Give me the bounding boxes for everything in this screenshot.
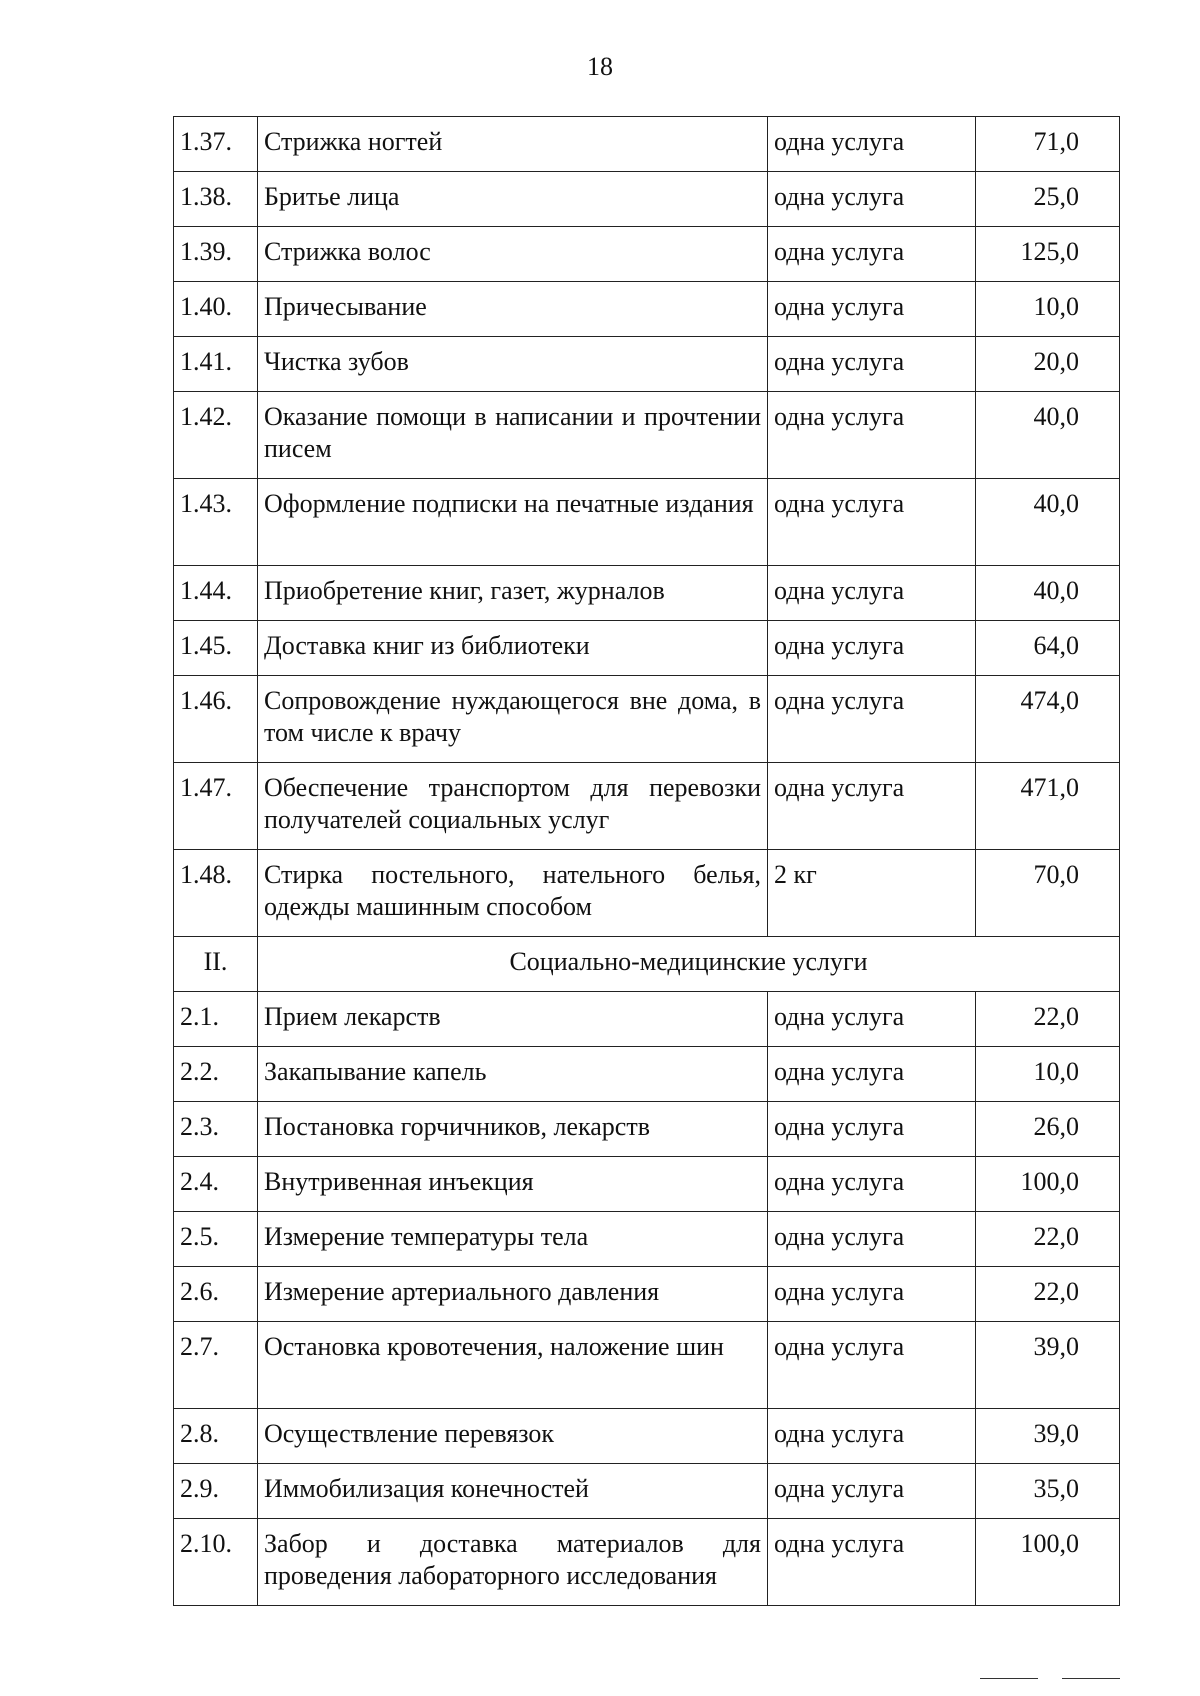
table-row: [174, 1212, 1120, 1267]
service-name: Осуществление перевязок: [258, 1409, 768, 1464]
service-price: 474,0: [976, 676, 1120, 763]
service-name: Чистка зубов: [258, 337, 768, 392]
service-name: Закапывание капель: [258, 1047, 768, 1102]
service-unit: одна услуга: [768, 479, 976, 566]
row-number: 1.48.: [174, 850, 258, 937]
footer-rule-right: [1062, 1678, 1120, 1679]
row-number: 2.8.: [174, 1409, 258, 1464]
service-price: 70,0: [976, 850, 1120, 937]
service-unit: одна услуга: [768, 1409, 976, 1464]
table-row: [174, 392, 1120, 479]
service-price: 64,0: [976, 621, 1120, 676]
service-price: 125,0: [976, 227, 1120, 282]
row-number: 1.41.: [174, 337, 258, 392]
row-number: 1.47.: [174, 763, 258, 850]
service-name: Остановка кровотечения, наложение шин: [258, 1322, 768, 1409]
row-number: 2.7.: [174, 1322, 258, 1409]
service-price: 10,0: [976, 282, 1120, 337]
page-number: 18: [587, 52, 613, 81]
row-number: 2.5.: [174, 1212, 258, 1267]
service-unit: одна услуга: [768, 227, 976, 282]
service-unit: одна услуга: [768, 992, 976, 1047]
service-price: 10,0: [976, 1047, 1120, 1102]
table-row: [174, 1519, 1120, 1606]
service-name: Прием лекарств: [258, 992, 768, 1047]
service-name: Оказание помощи в написании и прочтении писем: [258, 392, 768, 479]
service-name: Стирка постельного, нательного белья, одежды машинным способом: [258, 850, 768, 937]
section-title: Социально-медицинские услуги: [258, 937, 1120, 992]
service-unit: одна услуга: [768, 392, 976, 479]
table-row: [174, 566, 1120, 621]
table-row: [174, 1322, 1120, 1409]
service-name: Сопровождение нуждающегося вне дома, в том числе к врачу: [258, 676, 768, 763]
service-name: Обеспечение транспортом для перевозки получателей социальных услуг: [258, 763, 768, 850]
row-number: 1.37.: [174, 117, 258, 172]
service-name: Доставка книг из библиотеки: [258, 621, 768, 676]
table-row: [174, 763, 1120, 850]
service-price: 39,0: [976, 1409, 1120, 1464]
row-number: 2.6.: [174, 1267, 258, 1322]
service-name: Внутривенная инъекция: [258, 1157, 768, 1212]
service-unit: одна услуга: [768, 1157, 976, 1212]
service-unit: одна услуга: [768, 282, 976, 337]
table-row: [174, 282, 1120, 337]
row-number: 2.4.: [174, 1157, 258, 1212]
section-number: II.: [174, 937, 258, 992]
service-price: 71,0: [976, 117, 1120, 172]
table-row: [174, 172, 1120, 227]
row-number: 1.42.: [174, 392, 258, 479]
table-row: [174, 1157, 1120, 1212]
service-name: Бритье лица: [258, 172, 768, 227]
service-name: Стрижка ногтей: [258, 117, 768, 172]
table-row: [174, 117, 1120, 172]
service-price: 22,0: [976, 992, 1120, 1047]
service-name: Постановка горчичников, лекарств: [258, 1102, 768, 1157]
services-price-table: [173, 116, 1120, 1606]
service-price: 20,0: [976, 337, 1120, 392]
row-number: 1.43.: [174, 479, 258, 566]
table-row: [174, 1102, 1120, 1157]
service-price: 35,0: [976, 1464, 1120, 1519]
service-price: 22,0: [976, 1267, 1120, 1322]
service-name: Иммобилизация конечностей: [258, 1464, 768, 1519]
service-unit: 2 кг: [768, 850, 976, 937]
table-row: [174, 479, 1120, 566]
service-name: Измерение температуры тела: [258, 1212, 768, 1267]
service-price: 40,0: [976, 479, 1120, 566]
service-unit: одна услуга: [768, 621, 976, 676]
table-row: [174, 227, 1120, 282]
service-unit: одна услуга: [768, 1047, 976, 1102]
row-number: 2.3.: [174, 1102, 258, 1157]
service-name: Забор и доставка материалов для проведения лабораторного исследования: [258, 1519, 768, 1606]
service-unit: одна услуга: [768, 1267, 976, 1322]
row-number: 2.9.: [174, 1464, 258, 1519]
service-price: 22,0: [976, 1212, 1120, 1267]
row-number: 1.46.: [174, 676, 258, 763]
service-unit: одна услуга: [768, 1102, 976, 1157]
service-price: 40,0: [976, 392, 1120, 479]
service-unit: одна услуга: [768, 676, 976, 763]
service-name: Причесывание: [258, 282, 768, 337]
row-number: 1.44.: [174, 566, 258, 621]
service-unit: одна услуга: [768, 1322, 976, 1409]
table-row: [174, 621, 1120, 676]
row-number: 1.38.: [174, 172, 258, 227]
table-row: [174, 1464, 1120, 1519]
service-unit: одна услуга: [768, 1519, 976, 1606]
service-price: 39,0: [976, 1322, 1120, 1409]
row-number: 1.39.: [174, 227, 258, 282]
service-unit: одна услуга: [768, 172, 976, 227]
footer-rule-left: [980, 1678, 1038, 1679]
service-price: 26,0: [976, 1102, 1120, 1157]
service-name: Стрижка волос: [258, 227, 768, 282]
table-row: [174, 1409, 1120, 1464]
row-number: 1.45.: [174, 621, 258, 676]
table-row: [174, 1047, 1120, 1102]
table-row: [174, 850, 1120, 937]
service-name: Оформление подписки на печатные издания: [258, 479, 768, 566]
table-row: [174, 1267, 1120, 1322]
service-price: 100,0: [976, 1519, 1120, 1606]
row-number: 1.40.: [174, 282, 258, 337]
service-price: 100,0: [976, 1157, 1120, 1212]
row-number: 2.10.: [174, 1519, 258, 1606]
table-row: [174, 337, 1120, 392]
service-unit: одна услуга: [768, 1464, 976, 1519]
table-row: [174, 992, 1120, 1047]
service-unit: одна услуга: [768, 337, 976, 392]
service-unit: одна услуга: [768, 117, 976, 172]
service-unit: одна услуга: [768, 763, 976, 850]
row-number: 2.1.: [174, 992, 258, 1047]
service-unit: одна услуга: [768, 566, 976, 621]
service-name: Измерение артериального давления: [258, 1267, 768, 1322]
service-name: Приобретение книг, газет, журналов: [258, 566, 768, 621]
row-number: 2.2.: [174, 1047, 258, 1102]
service-unit: одна услуга: [768, 1212, 976, 1267]
service-price: 40,0: [976, 566, 1120, 621]
section-header-row: [174, 937, 1120, 992]
service-price: 471,0: [976, 763, 1120, 850]
service-price: 25,0: [976, 172, 1120, 227]
table-row: [174, 676, 1120, 763]
